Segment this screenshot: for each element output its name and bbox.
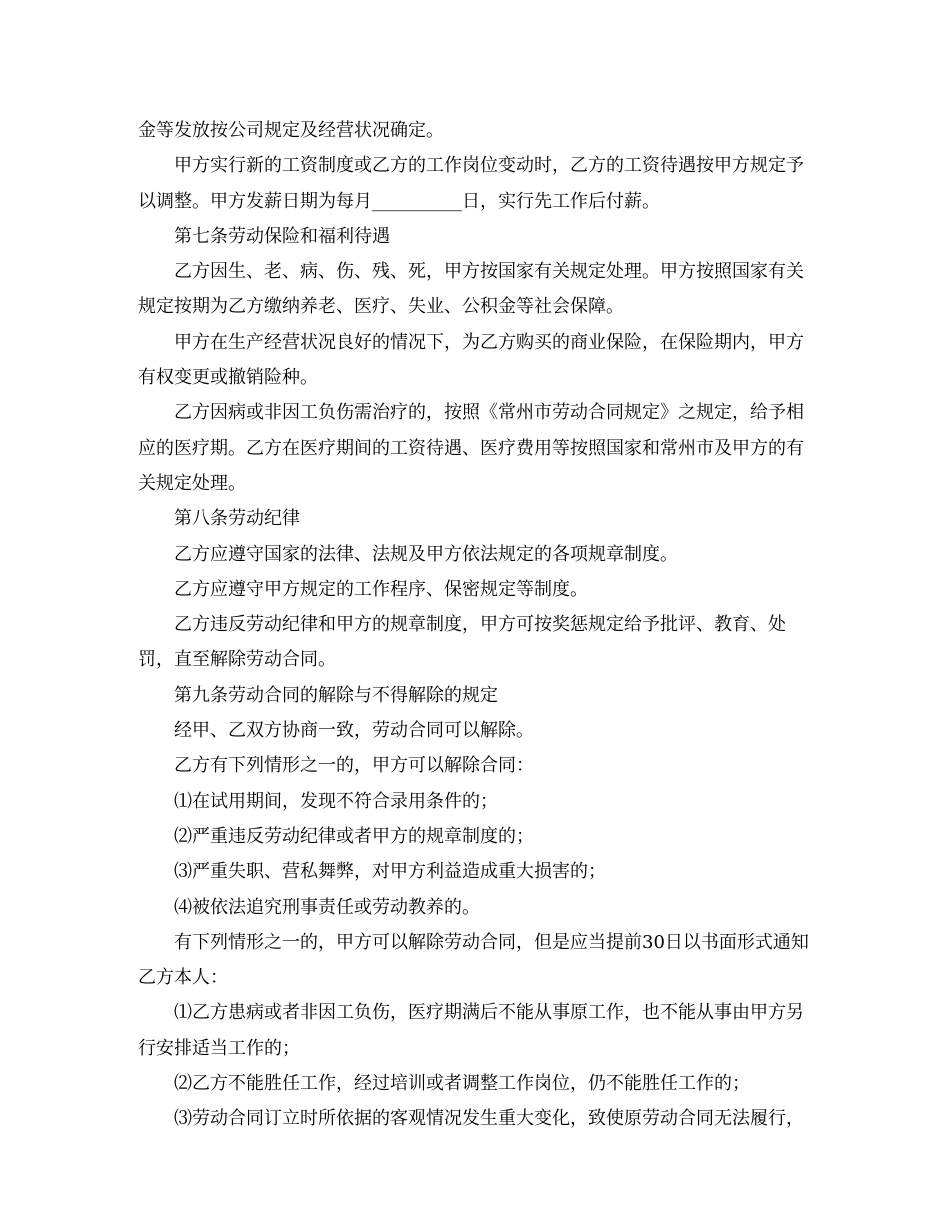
paragraph: 经甲、乙双方协商一致，劳动合同可以解除。 <box>174 720 534 742</box>
list-item: ⑶劳动合同订立时所依据的客观情况发生重大变化，致使原劳动合同无法履行， <box>174 1108 804 1130</box>
section-heading: 第七条劳动保险和福利待遇 <box>174 225 390 247</box>
document-body <box>138 113 818 1137</box>
list-item: ⑶严重失职、营私舞弊，对甲方利益造成重大损害的； <box>174 861 606 883</box>
paragraph: 乙方因病或非因工负伤需治疗的，按照《常州市劳动合同规定》之规定，给予相应的医疗期。乙方在医疗期间的工资待遇、医疗费用等按照国家和常州市及甲方的有关规定处理。 <box>138 402 804 494</box>
paragraph: 乙方违反劳动纪律和甲方的规章制度，甲方可按奖惩规定给予批评、教育、处罚，直至解除劳动合同。 <box>138 614 786 671</box>
list-item: ⑵严重违反劳动纪律或者甲方的规章制度的； <box>174 825 534 847</box>
paragraph: 甲方在生产经营状况良好的情况下，为乙方购买的商业保险，在保险期内，甲方有权变更或撤销险种。 <box>138 331 804 389</box>
paragraph: 乙方应遵守甲方规定的工作程序、保密规定等制度。 <box>174 578 588 600</box>
paragraph: 乙方因生、老、病、伤、残、死，甲方按国家有关规定处理。甲方按照国家有关规定按期为乙方缴纳养老、医疗、失业、公积金等社会保障。 <box>138 261 804 318</box>
section-heading: 第九条劳动合同的解除与不得解除的规定 <box>174 684 498 706</box>
list-item: ⑴在试用期间，发现不符合录用条件的； <box>174 790 498 812</box>
list-item: ⑵乙方不能胜任工作，经过培训或者调整工作岗位，仍不能胜任工作的； <box>174 1073 750 1095</box>
list-item: ⑴乙方患病或者非因工负伤，医疗期满后不能从事原工作，也不能从事由甲方另行安排适当工作的； <box>138 1002 804 1059</box>
paragraph: 乙方有下列情形之一的，甲方可以解除合同： <box>174 755 534 777</box>
paragraph: 甲方实行新的工资制度或乙方的工作岗位变动时，乙方的工资待遇按甲方规定予以调整。甲方发薪日期为每月__________日，实行先工作后付薪。 <box>138 155 804 212</box>
paragraph: 金等发放按公司规定及经营状况确定。 <box>138 120 444 141</box>
section-heading: 第八条劳动纪律 <box>174 508 300 530</box>
list-item: ⑷被依法追究刑事责任或劳动教养的。 <box>174 896 480 918</box>
paragraph: 有下列情形之一的，甲方可以解除劳动合同，但是应当提前30日以书面形式通知乙方本人： <box>138 931 809 989</box>
paragraph: 乙方应遵守国家的法律、法规及甲方依法规定的各项规章制度。 <box>174 543 678 565</box>
